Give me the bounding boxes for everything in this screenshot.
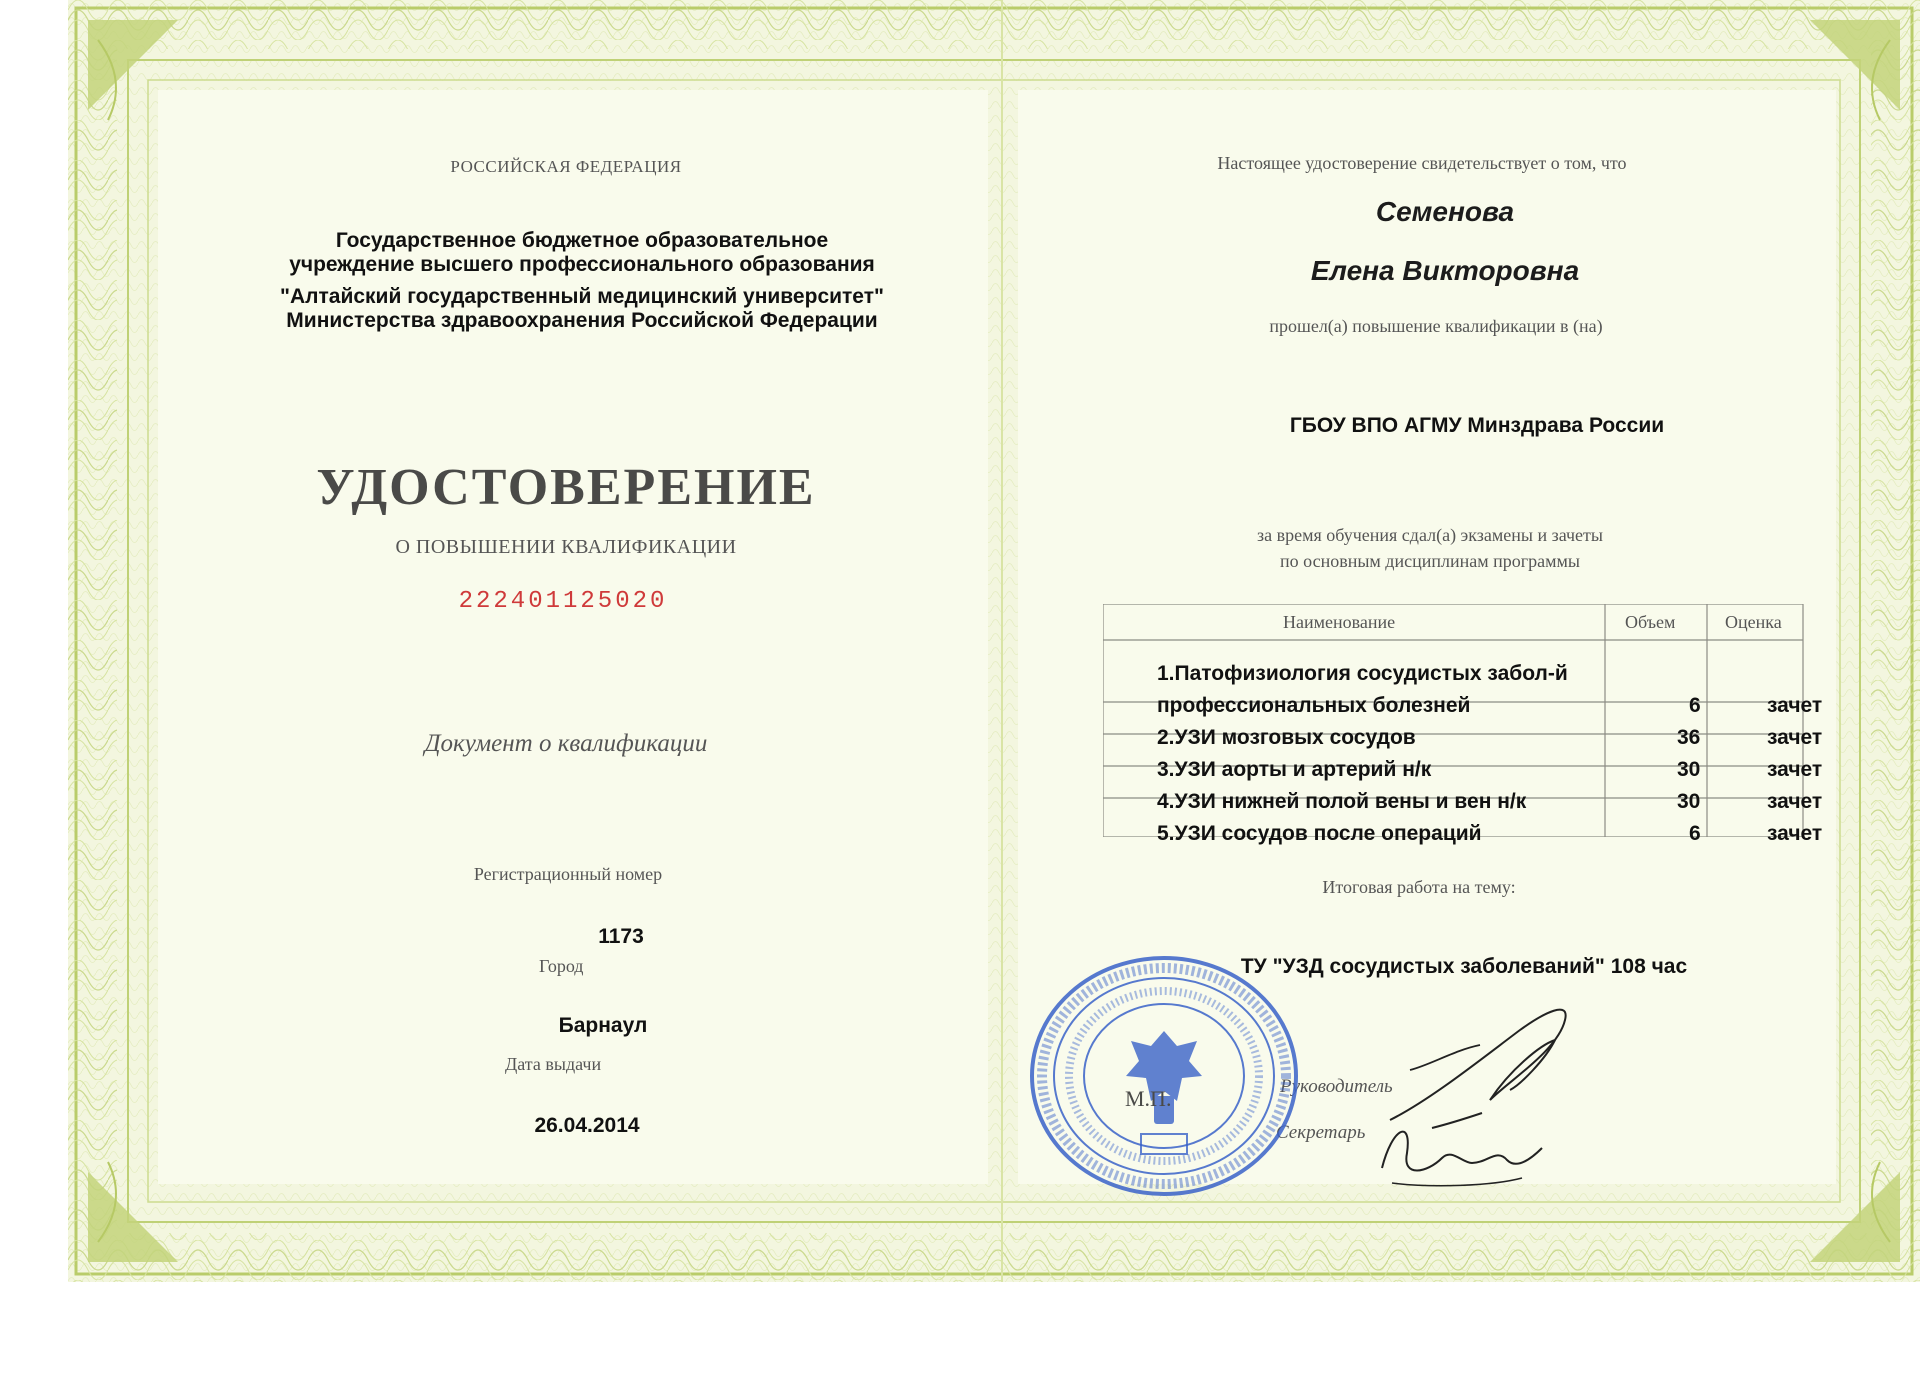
holder-surname: Семенова bbox=[1375, 196, 1515, 227]
row-5-name: 5.УЗИ сосудов после операций bbox=[1157, 822, 1482, 845]
column-header-volume: Объем bbox=[1625, 612, 1676, 632]
row-5-volume: 6 bbox=[1689, 822, 1701, 845]
row-1-volume: 6 bbox=[1689, 694, 1701, 717]
center-fold bbox=[1001, 0, 1003, 1282]
official-seal bbox=[1021, 946, 1307, 1206]
row-3-name: 3.УЗИ аорты и артерий н/к bbox=[1157, 758, 1432, 781]
document-title: УДОСТОВЕРЕНИЕ bbox=[316, 459, 816, 516]
issue-date: 26.04.2014 bbox=[534, 1114, 640, 1137]
column-header-grade: Оценка bbox=[1725, 612, 1782, 632]
holder-given-names: Елена Викторовна bbox=[1310, 255, 1580, 286]
registration-label: Регистрационный номер bbox=[473, 864, 663, 884]
row-4-volume: 30 bbox=[1677, 790, 1701, 813]
secretary-label: Секретарь bbox=[1276, 1122, 1366, 1143]
org-line-1: Государственное бюджетное образовательное bbox=[335, 229, 829, 252]
passed-text: прошел(а) повышение квалификации в (на) bbox=[1269, 316, 1603, 336]
issue-date-label: Дата выдачи bbox=[505, 1054, 602, 1074]
stamp-mark-text: М.П. bbox=[1125, 1086, 1172, 1111]
exams-line-1: за время обучения сдал(а) экзамены и зачеты bbox=[1256, 525, 1604, 545]
org-line-4: Министерства здравоохранения Российской Федерации bbox=[286, 309, 878, 332]
row-2-volume: 36 bbox=[1677, 726, 1701, 749]
document-subtitle: О ПОВЫШЕНИИ КВАЛИФИКАЦИИ bbox=[395, 536, 737, 558]
city-value: Барнаул bbox=[558, 1014, 648, 1037]
row-1-name-line-1: 1.Патофизиология сосудистых забол-й bbox=[1157, 662, 1568, 685]
org-line-2: учреждение высшего профессионального образования bbox=[289, 253, 875, 276]
row-4-name: 4.УЗИ нижней полой вены и вен н/к bbox=[1157, 790, 1527, 813]
column-header-name: Наименование bbox=[1283, 612, 1396, 632]
signature-secretary bbox=[1372, 1108, 1602, 1198]
city-label: Город bbox=[539, 956, 584, 976]
row-2-grade: зачет bbox=[1767, 726, 1823, 749]
document-type: Документ о квалификации bbox=[424, 730, 708, 757]
head-label: Руководитель bbox=[1280, 1076, 1393, 1097]
row-1-grade: зачет bbox=[1767, 694, 1823, 717]
row-3-grade: зачет bbox=[1767, 758, 1823, 781]
exams-line-2: по основным дисциплинам программы bbox=[1279, 551, 1581, 571]
institution-name: ГБОУ ВПО АГМУ Минздрава России bbox=[1289, 414, 1665, 437]
country-heading: РОССИЙСКАЯ ФЕДЕРАЦИЯ bbox=[450, 157, 682, 176]
disciplines-table bbox=[1103, 604, 1823, 845]
registration-number: 1173 bbox=[598, 925, 644, 948]
org-line-3: "Алтайский государственный медицинский университет" bbox=[280, 285, 884, 308]
row-5-grade: зачет bbox=[1767, 822, 1823, 845]
final-work-topic: ТУ "УЗД сосудистых заболеваний" 108 час bbox=[1240, 955, 1688, 978]
row-1-name: профессиональных болезней bbox=[1157, 694, 1471, 717]
row-4-grade: зачет bbox=[1767, 790, 1823, 813]
serial-number: 222401125020 bbox=[458, 588, 668, 615]
final-work-label: Итоговая работа на тему: bbox=[1322, 877, 1516, 897]
row-3-volume: 30 bbox=[1677, 758, 1701, 781]
row-2-name: 2.УЗИ мозговых сосудов bbox=[1157, 726, 1416, 749]
intro-text: Настоящее удостоверение свидетельствует о том, что bbox=[1217, 153, 1627, 173]
